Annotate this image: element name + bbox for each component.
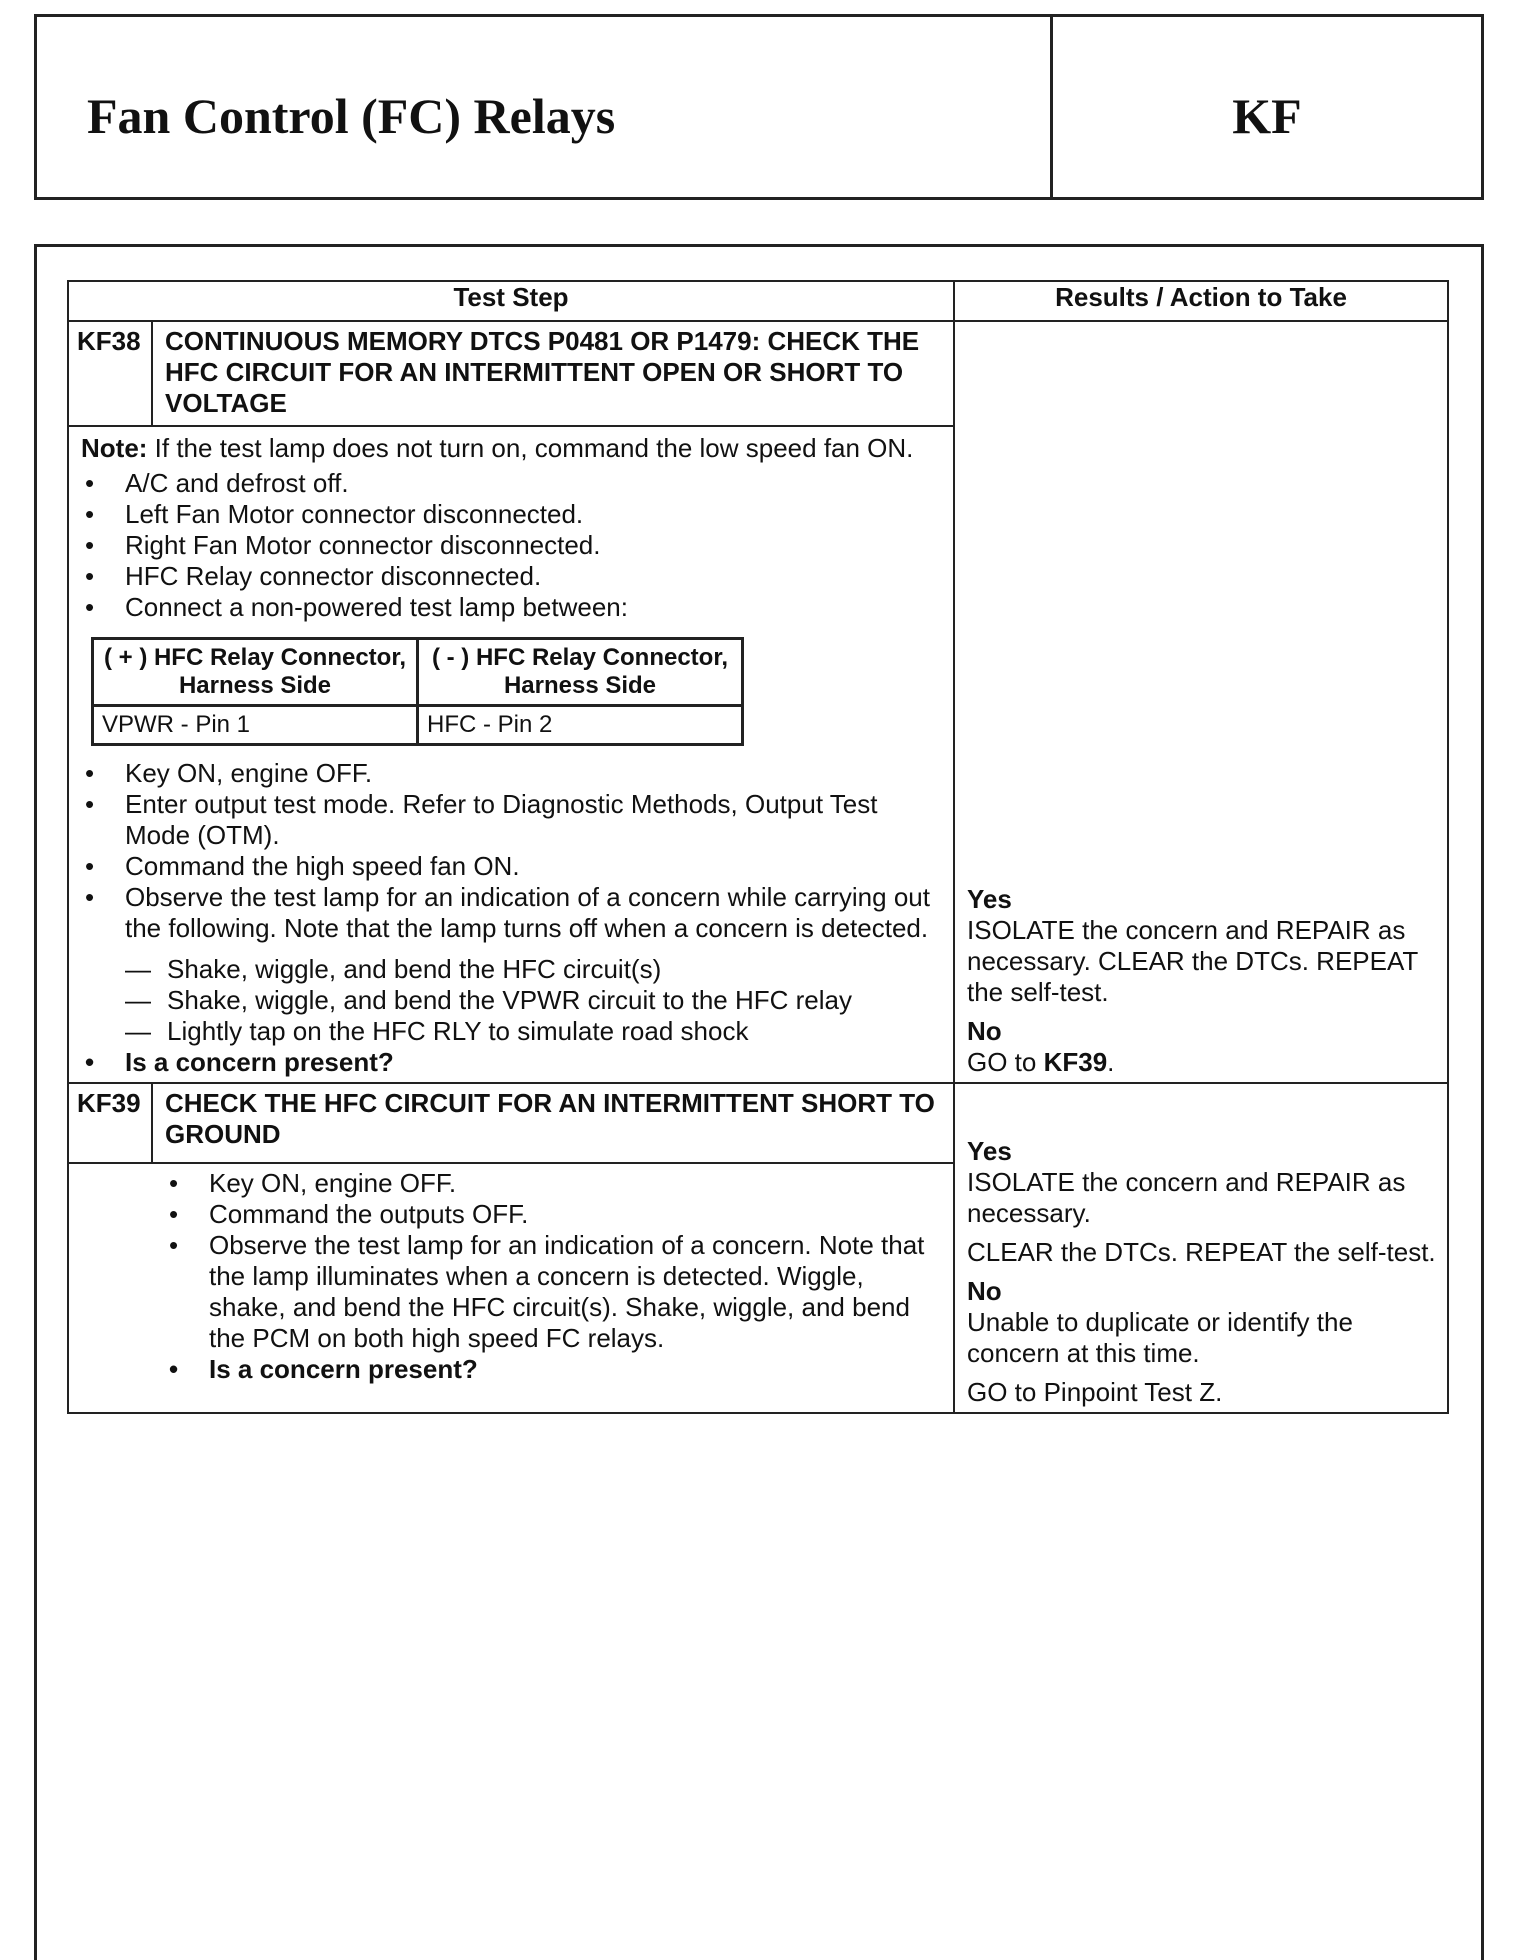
results-kf38 <box>954 321 1448 1083</box>
list-item: • Connect a non-powered test lamp between: <box>81 592 941 623</box>
no-label: No <box>967 1016 1002 1046</box>
note-kf38: Note: If the test lamp does not turn on, command the low speed fan ON. <box>81 433 914 463</box>
pin-header-negative: ( - ) HFC Relay Connector, Harness Side <box>418 639 743 706</box>
goto-kf39-link: KF39 <box>1043 1047 1108 1077</box>
yes-action-2: CLEAR the DTCs. REPEAT the self-test. <box>967 1237 1436 1267</box>
step-title-kf39: CHECK THE HFC CIRCUIT FOR AN INTERMITTENT SHORT TO GROUND <box>152 1083 954 1163</box>
list-item: • Key ON, engine OFF. <box>165 1168 941 1199</box>
list-item: • Command the high speed fan ON. <box>81 851 941 882</box>
page-header <box>34 14 1484 200</box>
list-item: • Right Fan Motor connector disconnected. <box>81 530 941 561</box>
step-body-kf38 <box>68 426 954 1083</box>
bullet-list-kf38-b <box>81 758 941 944</box>
table-header-row <box>68 281 1448 321</box>
list-item: • A/C and defrost off. <box>81 468 941 499</box>
col-header-test-step: Test Step <box>68 281 954 321</box>
list-item: • Observe the test lamp for an indication of a concern. Note that the lamp illuminates when a concern is detected. Wiggle, shake, and bend the HFC circuit(s). Shake, wiggle, and bend the PCM on both high speed FC relays. <box>165 1230 941 1354</box>
yes-label: Yes <box>967 1136 1012 1166</box>
step-row-kf38 <box>68 321 1448 426</box>
no-action: Unable to duplicate or identify the concern at this time. <box>967 1307 1353 1368</box>
no-action: GO to KF39. <box>967 1047 1115 1077</box>
test-step-table <box>67 280 1449 1414</box>
list-item: • HFC Relay connector disconnected. <box>81 561 941 592</box>
list-item: • Observe the test lamp for an indication of a concern while carrying out the following. Note that the lamp turns off when a concern is detected. <box>81 882 941 944</box>
step-id-kf38: KF38 <box>68 321 152 426</box>
question-text: • Is a concern present? <box>165 1354 941 1385</box>
bullet-list-kf39 <box>165 1168 941 1385</box>
pin-header-positive: ( + ) HFC Relay Connector, Harness Side <box>93 639 418 706</box>
step-title-kf38: CONTINUOUS MEMORY DTCS P0481 OR P1479: CHECK THE HFC CIRCUIT FOR AN INTERMITTENT OPEN OR SHORT TO VOLTAGE <box>152 321 954 426</box>
question-kf38 <box>81 1047 941 1078</box>
section-code: KF <box>1232 88 1302 144</box>
pin-positive: VPWR - Pin 1 <box>93 706 418 745</box>
bullet-list-kf38-a <box>81 468 941 623</box>
no-label: No <box>967 1276 1002 1306</box>
pin-connection-table <box>91 637 744 746</box>
list-item: — Shake, wiggle, and bend the VPWR circuit to the HFC relay <box>125 985 941 1016</box>
results-kf39 <box>954 1083 1448 1413</box>
step-body-kf39 <box>68 1163 954 1413</box>
yes-label: Yes <box>967 884 1012 914</box>
yes-action: ISOLATE the concern and REPAIR as necessary. <box>967 1167 1406 1228</box>
list-item: • Command the outputs OFF. <box>165 1199 941 1230</box>
list-item: — Shake, wiggle, and bend the HFC circuit(s) <box>125 954 941 985</box>
yes-action: ISOLATE the concern and REPAIR as necessary. CLEAR the DTCs. REPEAT the self-test. <box>967 915 1418 1007</box>
list-item: • Enter output test mode. Refer to Diagnostic Methods, Output Test Mode (OTM). <box>81 789 941 851</box>
step-id-kf39: KF39 <box>68 1083 152 1163</box>
no-action-2: GO to Pinpoint Test Z. <box>967 1377 1223 1407</box>
step-row-kf39 <box>68 1083 1448 1163</box>
pin-negative: HFC - Pin 2 <box>418 706 743 745</box>
list-item: • Key ON, engine OFF. <box>81 758 941 789</box>
col-header-results: Results / Action to Take <box>954 281 1448 321</box>
dash-list-kf38 <box>125 954 941 1047</box>
question-text: • Is a concern present? <box>81 1047 941 1078</box>
list-item: — Lightly tap on the HFC RLY to simulate road shock <box>125 1016 941 1047</box>
list-item: • Left Fan Motor connector disconnected. <box>81 499 941 530</box>
page-title: Fan Control (FC) Relays <box>87 88 616 144</box>
